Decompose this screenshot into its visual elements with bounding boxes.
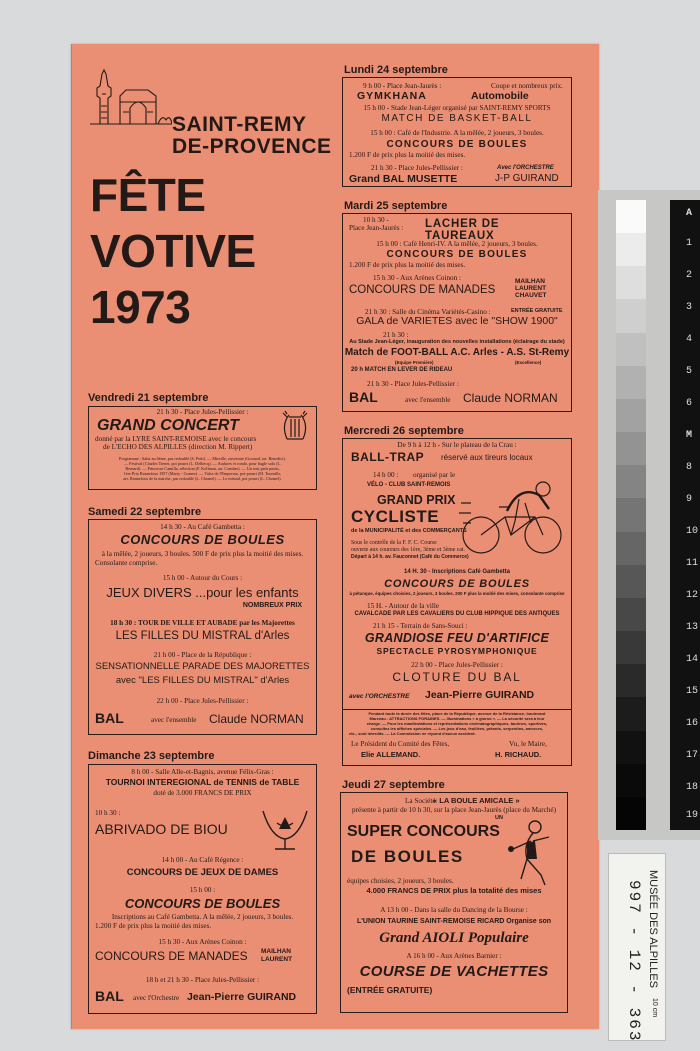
monday-line: 21 h 30 - Place Jules-Pellissier : [371, 164, 463, 172]
sunday-laurent: LAURENT [261, 956, 293, 963]
thursday-line: A 13 h 00 - Dans la salle du Dancing de la Bourse : [380, 906, 528, 914]
tuesday-line: 15 h 30 - Aux Arènes Coinon : [373, 274, 462, 282]
friday-program: 1ère Prix Bonnefous 1957 (Marty - Gomez). — Valse de l'Empereur, pot-pourri (M. Tournille, [123, 471, 282, 476]
wednesday-line: 15 H. - Autour de la ville [367, 602, 440, 610]
museum-inventory-tag [608, 853, 666, 1041]
monday-musette: Grand BAL MUSETTE [349, 173, 458, 185]
notice-line: consultez les affiches spéciales. — Les jeux d'eau, feuillées, pétards, serpentins, amorces, [370, 726, 544, 731]
ruler-mark: 17 [686, 750, 699, 761]
bull-horns-icon [257, 803, 313, 851]
tuesday-chauvet: CHAUVET [515, 292, 547, 299]
wednesday-line: 14 h 00 : [373, 471, 399, 479]
sunday-guirand: Jean-Pierre GUIRAND [187, 991, 297, 1003]
day-sunday: Dimanche 23 septembre [88, 750, 215, 762]
tuesday-line: 1.200 F de prix plus la moitié des mises. [349, 261, 466, 269]
monday-basket: MATCH DE BASKET-BALL [381, 113, 533, 124]
saturday-line: 14 h 30 - Au Café Gambetta : [160, 523, 245, 531]
monday-line: 9 h 00 - Place Jean-Jaurès : [363, 82, 442, 90]
tuesday-line: (Equipe Première) [395, 360, 434, 365]
tuesday-box [342, 213, 572, 412]
wednesday-line: 22 h 00 - Place Jules-Pellissier : [411, 661, 503, 669]
tuesday-mailhan: MAILHAN [515, 278, 545, 285]
thursday-line: UN [495, 815, 503, 821]
ruler-mark: M [686, 430, 693, 441]
title-votive: VOTIVE [90, 225, 256, 277]
monday-boules: CONCOURS DE BOULES [386, 139, 528, 150]
ruler-mark: 6 [686, 398, 693, 409]
monday-box [342, 77, 572, 187]
friday-program: Programme : Salut au 6ème, pas redoublé (S. Petit). — Mireille, ouverture (Gounod, arr. Benedict). [119, 456, 286, 461]
saturday-prix: NOMBREUX PRIX [242, 602, 302, 609]
title-year: 1973 [90, 281, 191, 333]
thursday-vachettes: COURSE DE VACHETTES [359, 963, 549, 980]
friday-program: Bernard). — Princesse Camilla, sélection (F. Kollman, arr. Combes). — Un tout petit pastis, [125, 466, 280, 471]
tuesday-line: 21 h 30 : [383, 331, 409, 339]
wednesday-line: réservé aux tireurs locaux [441, 453, 533, 462]
thursday-line: présente à partir de 10 h 30, sur la place Jean-Jaurès (place du Marché) [352, 806, 556, 814]
friday-concert-title: GRAND CONCERT [97, 417, 239, 434]
sunday-tennis: TOURNOI INTEREGIONAL de TENNIS de TABLE [105, 777, 300, 787]
boules-player-icon [501, 819, 563, 889]
tuesday-manades: CONCOURS DE MANADES [349, 284, 496, 296]
sunday-line: 15 h 30 - Aux Arènes Coinon : [158, 938, 247, 946]
thursday-super: SUPER CONCOURS [347, 823, 500, 840]
cyclist-illustration-icon [459, 473, 567, 555]
thursday-line: A 16 h 00 - Aux Arènes Barnier : [406, 952, 502, 960]
saturday-boules: CONCOURS DE BOULES [120, 532, 285, 547]
saturday-line: 18 h 30 : TOUR DE VILLE ET AUBADE par les Majorettes [110, 619, 295, 627]
day-thursday: Jeudi 27 septembre [342, 779, 445, 791]
wednesday-spectacle: SPECTACLE PYROSYMPHONIQUE [376, 646, 538, 656]
saturday-bal: BAL [95, 710, 124, 726]
tuesday-laurent: LAURENT [515, 285, 547, 292]
tuesday-line: 15 h 00 : Café Henri-IV. A la mêlée, 2 joueurs, 3 boules. [376, 240, 538, 248]
notice-line: charge. — Pour les manifestations et représentations cinématographiques, taurines, sportives, [366, 721, 548, 726]
friday-program: — Festival (Charles Trenet, pot pourri (L. Delbecq). — Audaces et rondo, pour bugle solo (L. [123, 461, 282, 466]
ruler-mark: 19 [686, 810, 699, 821]
ruler-mark: 14 [686, 654, 699, 665]
ruler-mark: 11 [686, 558, 699, 569]
friday-line: 21 h 30 - Place Jules-Pellissier : [156, 408, 249, 416]
tuesday-line: 21 h 30 - Place Jules-Pellissier : [367, 380, 459, 388]
notice-line: etc., sont interdits. — La Commission ne répond d'aucun accident. [349, 731, 476, 736]
saturday-jeux: JEUX DIVERS ...pour les enfants [106, 585, 299, 600]
thursday-box [340, 792, 568, 1013]
thursday-line: équipes choisies, 2 joueurs, 3 boules. [347, 877, 454, 885]
wednesday-guirand: Jean-Pierre GUIRAND [425, 689, 535, 701]
notice-line: Marceau : ATTRACTIONS FORAINES. — Illuminations « a giorno ». — La sécurité sera à leur [369, 716, 545, 721]
saturday-box [88, 519, 317, 735]
tuesday-line: 21 h 30 : Salle du Cinéma Variétés-Casino : [365, 308, 491, 316]
tuesday-boules: CONCOURS DE BOULES [386, 249, 528, 260]
thursday-union: L'UNION TAURINE SAINT-REMOISE RICARD Organise son [356, 918, 552, 925]
wednesday-line: De 9 h à 12 h - Sur le plateau de la Crau : [397, 441, 517, 449]
signature-mayor-title: Vu, le Maire, [509, 740, 547, 748]
ruler-mark: 10 [686, 526, 699, 537]
wednesday-boules: CONCOURS DE BOULES [384, 578, 530, 590]
inventory-number: 997 - 12 - 363 [625, 880, 643, 1043]
sunday-box [88, 764, 317, 1014]
sunday-line: 14 h 00 - Au Café Régence : [161, 856, 244, 864]
tuesday-norman: Claude NORMAN [463, 391, 558, 405]
sunday-line: 10 h 30 : [95, 809, 121, 817]
sunday-line: 8 h 00 - Salle Alle-et-Bagnis, avenue Félix-Gras : [131, 768, 274, 776]
tag-scale: 10 cm [651, 997, 659, 1018]
wednesday-line: avec l'ORCHESTRE [349, 693, 410, 700]
ruler-mark: 8 [686, 462, 693, 473]
sunday-line: Inscriptions au Café Gambetta. A la mêlée, 2 joueurs, 3 boules. [111, 913, 294, 921]
tuesday-foot: Match de FOOT-BALL A.C. Arles - A.S. St-Remy [344, 347, 570, 358]
tuesday-line: Au Stade Jean-Léger, inauguration des nouvelles installations (éclairage du stade) [349, 339, 565, 345]
saturday-line: avec l'ensemble [151, 716, 197, 724]
signature-president-title: Le Président du Comité des Fêtes, [351, 740, 450, 748]
ruler-mark: 4 [686, 334, 693, 345]
monday-gymkhana: GYMKHANA [357, 90, 427, 102]
sunday-line: 1.200 F de prix plus la moitié des mises. [95, 922, 212, 930]
sunday-line: doté de 3.000 FRANCS DE PRIX [153, 789, 252, 797]
ruler-mark: 15 [686, 686, 699, 697]
saturday-line: 22 h 00 - Place Jules-Pellissier : [156, 697, 249, 705]
poster [71, 44, 599, 1029]
thursday-boules: DE BOULES [351, 847, 464, 866]
day-saturday: Samedi 22 septembre [88, 506, 202, 518]
notice-box [342, 710, 572, 766]
tuesday-taureaux: LACHER DE TAUREAUX [425, 218, 500, 242]
tuesday-line: 10 h 30 - [363, 216, 389, 224]
ruler-mark: 5 [686, 366, 693, 377]
sunday-manades: CONCOURS DE MANADES [95, 949, 248, 963]
tuesday-entree: ENTRÉE GRATUITE [511, 308, 563, 314]
tuesday-line: (Excellence) [515, 360, 542, 365]
saturday-parade2: avec "LES FILLES DU MISTRAL" d'Arles [115, 675, 290, 686]
saturday-line: à la mêlée, 2 joueurs, 3 boules. 500 F de prix plus la moitié des mises. [101, 550, 304, 558]
saturday-line: 21 h 00 - Place de la République : [153, 651, 252, 659]
friday-program: arr. Bonnefous de la marche, pas redoublé (L. Chomel). — Le mistral, pot pourri (L. Chomel). [123, 476, 282, 481]
town-name [172, 114, 332, 158]
wednesday-cavalcade: CAVALCADE PAR LES CAVALIERS DU CLUB HIPPIQUE DES ANTIQUES [354, 611, 560, 617]
wednesday-line: à pétanque, équipes choisies, 2 joueurs, 3 boules. 200 F plus la moitié des mises, consolante comprise [349, 591, 565, 596]
wednesday-line: organisé par le [413, 471, 456, 479]
thursday-prix: 4.000 FRANCS DE PRIX plus la totalité des mises [366, 886, 542, 895]
wednesday-line: Départ à 14 h. av. Fauconnet (Café du Commerce) [351, 554, 469, 560]
wednesday-line: ouverte aux coureurs des 1ère, 3ème et 3ème cat. [351, 547, 465, 553]
wednesday-line: 21 h 15 - Terrain de Sans-Souci : [373, 622, 468, 630]
saturday-line: 15 h 00 - Autour du Cours : [162, 574, 243, 582]
tuesday-line: avec l'ensemble [405, 396, 451, 404]
tuesday-gala: GALA de VARIETES avec le "SHOW 1900" [356, 315, 558, 327]
notice-line: Pendant toute la durée des fêtes, place de la République, avenue de la Résistance, boulevard [368, 711, 546, 716]
wednesday-line: 14 H. 30 - Inscriptions Café Gambetta [403, 569, 511, 575]
thursday-gratuite: (ENTRÉE GRATUITE) [347, 985, 433, 995]
tuesday-line: 20 h MATCH EN LEVER DE RIDEAU [351, 367, 453, 373]
saturday-line: Consolante comprise. [95, 559, 158, 567]
ruler-mark: 18 [686, 782, 699, 793]
sunday-dames: CONCOURS DE JEUX DE DAMES [126, 867, 279, 878]
ruler-mark: 2 [686, 270, 693, 281]
main-title [90, 167, 256, 335]
sunday-line: avec l'Orchestre [133, 994, 180, 1002]
day-wednesday: Mercredi 26 septembre [344, 425, 464, 437]
monday-line: 15 h 00 : Café de l'Industrie. A la mêlée, 2 joueurs, 3 boules. [370, 129, 544, 137]
wednesday-feu: GRANDIOSE FEU D'ARTIFICE [364, 631, 550, 645]
day-friday: Vendredi 21 septembre [88, 392, 209, 404]
day-monday: Lundi 24 septembre [344, 64, 448, 76]
sunday-bal: BAL [95, 988, 124, 1004]
wednesday-cycliste: CYCLISTE [351, 507, 440, 526]
tuesday-bal: BAL [349, 389, 378, 405]
ruler-mark: 16 [686, 718, 699, 729]
monday-line: Coupe et nombreux prix. [491, 82, 563, 90]
wednesday-veloclub: VÉLO - CLUB SAINT-REMOIS [367, 482, 451, 488]
tuesday-line: Place Jean-Jaurès : [349, 224, 404, 232]
signature-president: Elie ALLEMAND. [361, 750, 421, 759]
town-line2: DE-PROVENCE [172, 135, 332, 159]
wednesday-line: de la MUNICIPALITÉ et des COMMERÇANTS [351, 528, 467, 534]
thursday-aioli: Grand AIOLI Populaire [379, 930, 529, 946]
sunday-mailhan: MAILHAN [261, 948, 291, 955]
ruler-mark: 3 [686, 302, 693, 313]
wednesday-grandprix: GRAND PRIX [377, 493, 456, 507]
day-tuesday: Mardi 25 septembre [344, 200, 448, 212]
ruler-mark: 12 [686, 590, 699, 601]
ruler-mark: 9 [686, 494, 693, 505]
saturday-norman: Claude NORMAN [209, 712, 304, 726]
ruler-letter: A [686, 208, 693, 219]
thursday-societe: « LA BOULE AMICALE » [433, 796, 520, 805]
ruler-mark: 1 [686, 238, 693, 249]
sunday-abrivado: ABRIVADO DE BIOU [95, 821, 228, 837]
sunday-line: 15 h 00 : [189, 886, 216, 894]
monday-line: Avec l'ORCHESTRE [497, 165, 554, 171]
monday-line: 15 h 00 - Stade Jean-Léger organisé par SAINT-REMY SPORTS [363, 104, 551, 112]
monday-auto: Automobile [471, 90, 529, 102]
signature-mayor: H. RICHAUD. [495, 750, 542, 759]
measurement-ruler [670, 200, 700, 830]
grayscale-bar [616, 200, 646, 830]
monuments-illustration-icon [90, 66, 172, 128]
wednesday-box [342, 438, 572, 710]
ruler-mark: 13 [686, 622, 699, 633]
monday-guirand: J-P GUIRAND [495, 173, 559, 184]
friday-line: donné par la LYRE SAINT-REMOISE avec le concours [95, 435, 257, 443]
sunday-boules: CONCOURS DE BOULES [124, 896, 281, 911]
museum-name: MUSÉE DES ALPILLES [647, 870, 659, 988]
wednesday-balltrap: BALL-TRAP [351, 450, 425, 464]
thursday-line: La Société [405, 797, 436, 805]
town-line1: SAINT-REMY [172, 113, 307, 136]
saturday-filles: LES FILLES DU MISTRAL d'Arles [115, 630, 290, 642]
wednesday-line: Sous le contrôle de la F. F. C. Course [351, 540, 437, 546]
sunday-line: 18 h et 21 h 30 - Place Jules-Pellissier : [145, 976, 260, 984]
wednesday-cloture: CLOTURE DU BAL [392, 670, 522, 684]
friday-line: de L'ECHO DES ALPILLES (direction M. Rippert) [103, 443, 253, 451]
saturday-parade: SENSATIONNELLE PARADE DES MAJORETTES [95, 661, 310, 672]
friday-box [88, 406, 317, 490]
title-fete: FÊTE [90, 169, 206, 221]
monday-line: 1.200 F de prix plus la moitié des mises. [349, 151, 466, 159]
